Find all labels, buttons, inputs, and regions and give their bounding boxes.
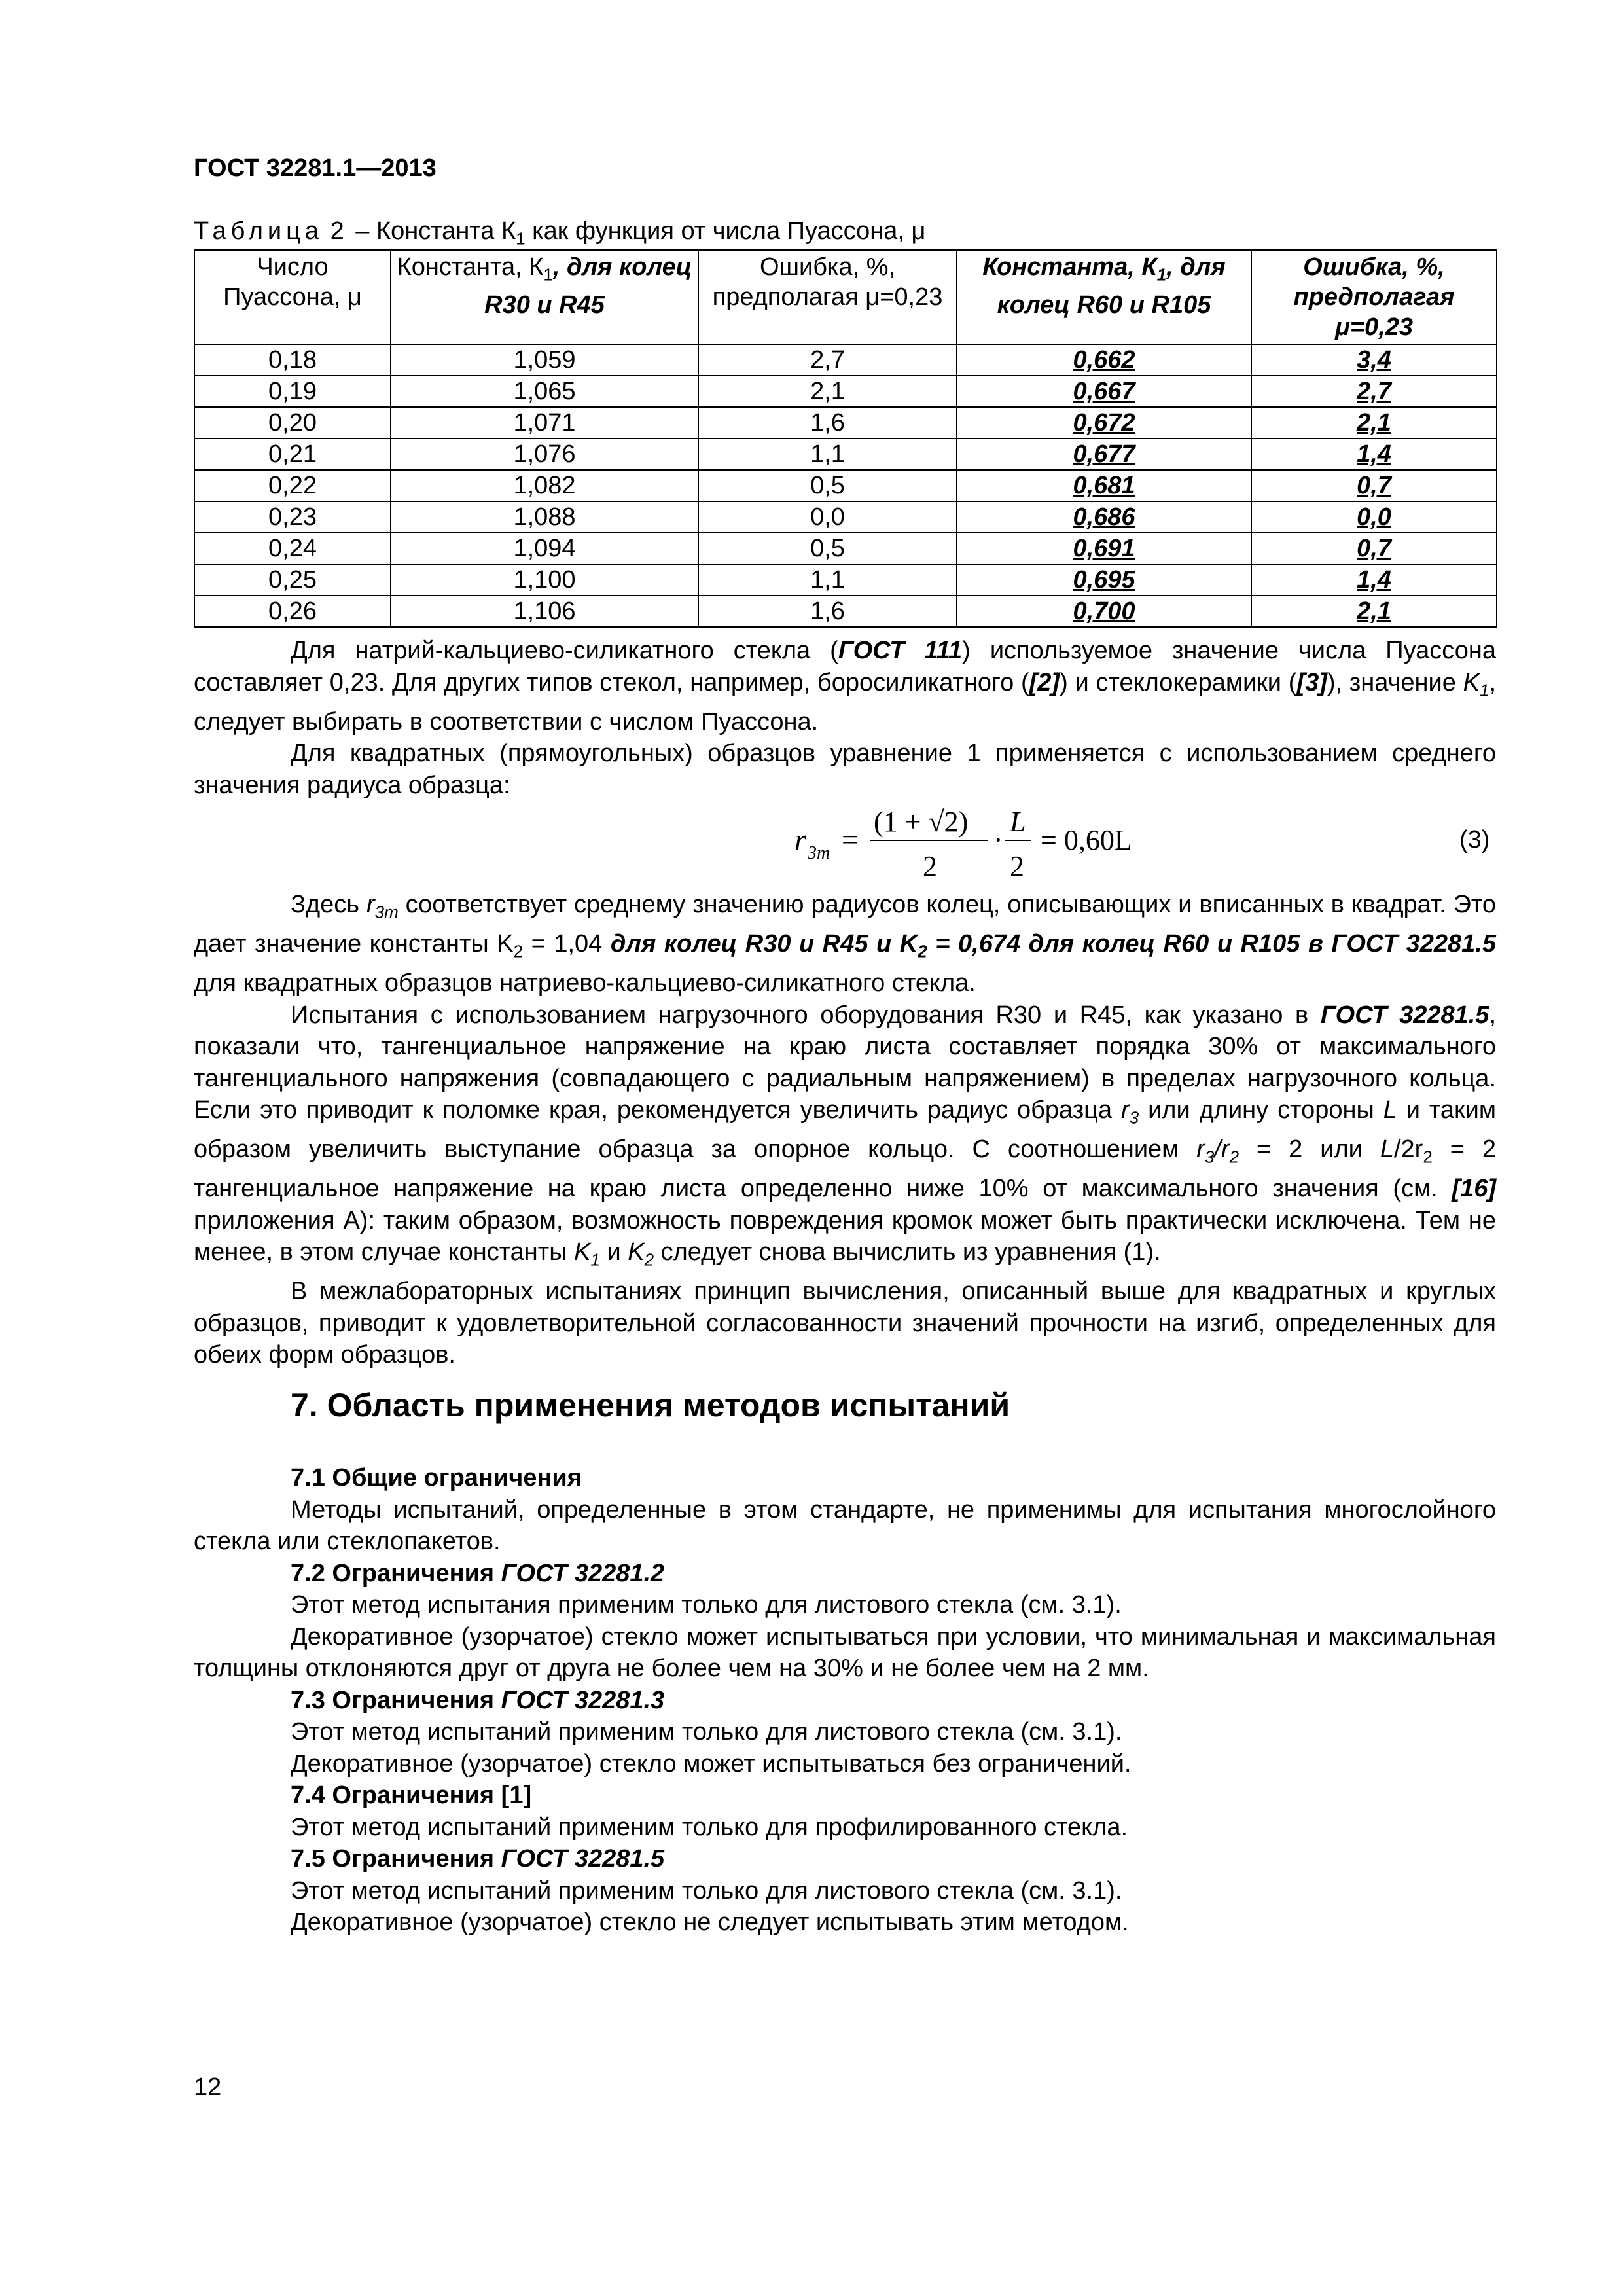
table-cell: 0,677 — [957, 439, 1251, 470]
table-row — [194, 376, 1497, 407]
table-cell: 0,22 — [194, 470, 391, 501]
subsection-7-4-title: 7.4 Ограничения [1] — [291, 1782, 532, 1809]
table-cell: 1,4 — [1251, 564, 1497, 596]
para4-r3-sub: 3 — [1129, 1107, 1139, 1128]
para4-text-h: и — [599, 1238, 628, 1266]
table-cell: 0,7 — [1251, 533, 1497, 564]
table-cell: 0,691 — [957, 533, 1251, 564]
table-cell: 1,076 — [391, 439, 698, 470]
table-cell: 0,26 — [194, 596, 391, 627]
table-cell: 0,23 — [194, 501, 391, 533]
header-poisson: Число Пуассона, μ — [194, 250, 391, 344]
para1-text-d: ), значение — [1327, 668, 1463, 696]
paragraph-interlab-tests: В межлабораторных испытаниях принцип вычисления, описанный выше для квадратных и круглых образцов, приводит к удовлетворительной согласованности значений прочности на изгиб, определенных для обеих форм образцов. — [194, 1278, 1496, 1369]
table-cell: 1,100 — [391, 564, 698, 596]
para4-ratio2-b: /2r — [1393, 1136, 1423, 1164]
table-row — [194, 439, 1497, 470]
para4-text-g: приложения А): таким образом, возможность повреждения кромок может быть практически исключена. Тем не менее, в этом случае константы — [194, 1206, 1496, 1266]
subsection-7-2-p2: Декоративное (узорчатое) стекло может испытываться при условии, что минимальная и максимальная толщины отклоняются друг от друга не более чем на 30% и не более чем на 2 мм. — [194, 1623, 1496, 1682]
table-cell: 0,25 — [194, 564, 391, 596]
table-cell: 2,1 — [1251, 596, 1497, 627]
table-caption-prefix: Таблица — [194, 217, 323, 245]
reference-16: [16] — [1452, 1175, 1496, 1203]
para4-text-c: или длину стороны — [1139, 1096, 1383, 1124]
table-row — [194, 470, 1497, 501]
table-cell: 3,4 — [1251, 344, 1497, 376]
para1-text-b: ) используемое значение числа Пуассона составляет 0,23. Для других типов стекол, например, боросиликатного ( — [194, 637, 1496, 696]
table-cell: 1,1 — [698, 564, 957, 596]
para1-text-e: , следует выбирать в соответствии с числом Пуассона. — [194, 668, 1497, 736]
table-cell: 2,7 — [1251, 376, 1497, 407]
para4-ratio1-b-sub: 2 — [1229, 1147, 1240, 1167]
table-caption-number: 2 — [330, 217, 349, 245]
table-cell: 0,686 — [957, 501, 1251, 533]
para4-ratio2-b-sub: 2 — [1423, 1147, 1433, 1167]
para4-k1-sub: 1 — [590, 1249, 600, 1270]
poisson-constant-table — [194, 249, 1497, 628]
header-k1-r60-r105 — [957, 250, 1251, 344]
formula-equals: = — [842, 823, 859, 856]
para1-text-c: ) и стеклокерамики ( — [1060, 668, 1297, 696]
table-cell: 0,20 — [194, 407, 391, 439]
table-cell: 0,5 — [698, 470, 957, 501]
paragraph-block-1 — [194, 635, 1496, 801]
para4-r3: r — [1121, 1096, 1130, 1124]
table-cell: 2,1 — [698, 376, 957, 407]
table-row — [194, 533, 1497, 564]
para3-text-b: соответствует среднему значению радиусов колец, описывающих и вписанных в квадрат. Это дает значение константы K — [194, 891, 1496, 958]
table-row — [194, 501, 1497, 533]
header-k1-r60-sub: 1 — [1156, 264, 1167, 285]
reference-gost-32281-5: ГОСТ 32281.5 — [1320, 1001, 1489, 1029]
table-cell: 2,1 — [1251, 407, 1497, 439]
para4-text-a: Испытания с использованием нагрузочного оборудования R30 и R45, как указано в — [291, 1001, 1321, 1029]
table-cell: 0,667 — [957, 376, 1251, 407]
table-row — [194, 407, 1497, 439]
s75-title-ref: ГОСТ 32281.5 — [501, 1845, 665, 1873]
para3-bold-1-sub: 2 — [918, 941, 927, 961]
table-cell: 1,071 — [391, 407, 698, 439]
table-caption-rest: как функция от числа Пуассона, μ — [525, 217, 926, 245]
table-cell: 0,672 — [957, 407, 1251, 439]
para4-k2: K — [628, 1238, 645, 1266]
table-cell: 1,1 — [698, 439, 957, 470]
paragraph-load-tests — [194, 999, 1496, 1276]
paragraph-poisson-value — [194, 635, 1496, 738]
section-7-title: 7. Область применения методов испытаний — [291, 1387, 1010, 1424]
para4-ratio1-b: /r — [1214, 1136, 1230, 1164]
header-error-1: Ошибка, %, предполагая μ=0,23 — [698, 250, 957, 344]
para4-k2-sub: 2 — [644, 1249, 654, 1270]
para1-text-a: Для натрий-кальциево-силикатного стекла ( — [291, 637, 838, 664]
header-k1-b: , для колец R30 и R45 — [484, 253, 692, 319]
para4-k1: K — [574, 1238, 591, 1266]
subsection-7-1-text: Методы испытаний, определенные в этом стандарте, не применимы для испытания многослойного стекла или стеклопакетов. — [194, 1496, 1496, 1555]
formula-lhs-sub: 3m — [808, 843, 830, 863]
subsection-7-2-p1: Этот метод испытания применим только для листового стекла (см. 3.1). — [291, 1591, 1122, 1619]
section-7-body — [194, 1462, 1496, 1939]
formula-rhs: = 0,60L — [1041, 824, 1132, 856]
para4-ratio2-a: L — [1380, 1136, 1394, 1164]
formula-svg — [785, 792, 1178, 890]
table-cell: 1,059 — [391, 344, 698, 376]
para4-ratio1-a: r — [1196, 1136, 1205, 1164]
table-cell: 1,094 — [391, 533, 698, 564]
table-cell: 0,0 — [698, 501, 957, 533]
subsection-7-1-title: 7.1 Общие ограничения — [291, 1464, 582, 1492]
table-cell: 1,6 — [698, 596, 957, 627]
formula-num1: (1 + √2) — [874, 806, 969, 838]
table-header-row — [194, 250, 1497, 344]
subsection-7-2-title — [194, 1558, 1496, 1590]
table-cell: 0,7 — [1251, 470, 1497, 501]
paragraph-r3m-definition — [194, 889, 1496, 999]
para4-text-f: = 2 тангенциальное напряжение на краю листа определенно ниже 10% от максимального значения (см. — [194, 1136, 1496, 1203]
table-cell: 1,106 — [391, 596, 698, 627]
table-caption — [194, 217, 925, 249]
table-cell: 0,0 — [1251, 501, 1497, 533]
para3-bold-1: для колец R30 и R45 и K — [610, 930, 918, 958]
table-row — [194, 564, 1497, 596]
page-number: 12 — [194, 2073, 222, 2101]
header-error-2: Ошибка, %, предполагая μ=0,23 — [1251, 250, 1497, 344]
table-cell: 1,4 — [1251, 439, 1497, 470]
subsection-7-5-p2: Декоративное (узорчатое) стекло не следует испытывать этим методом. — [291, 1909, 1129, 1936]
table-cell: 0,662 — [957, 344, 1251, 376]
para4-text-i: следует снова вычислить из уравнения (1). — [654, 1238, 1161, 1266]
table-caption-text: – Константа К — [348, 217, 516, 245]
table-cell: 1,088 — [391, 501, 698, 533]
reference-3: [3] — [1296, 668, 1327, 696]
table-cell: 2,7 — [698, 344, 957, 376]
table-cell: 0,681 — [957, 470, 1251, 501]
s73-title-text: 7.3 Ограничения — [291, 1686, 501, 1714]
table-cell: 1,6 — [698, 407, 957, 439]
subsection-7-3-p1: Этот метод испытаний применим только для листового стекла (см. 3.1). — [291, 1718, 1122, 1746]
formula-den1: 2 — [923, 850, 937, 882]
para1-k: K — [1463, 668, 1480, 696]
document-header: ГОСТ 32281.1—2013 — [194, 154, 437, 182]
table-cell: 1,082 — [391, 470, 698, 501]
header-k1-r60-a: Константа, К — [982, 253, 1157, 281]
formula-num2: L — [1010, 806, 1026, 838]
para4-text-b: , показали что, тангенциальное напряжение на краю листа составляет порядка 30% от максимального тангенциального напряжения (совпадающего с радиальным напряжением) в пределах нагрузочного кольца. Если это приводит к поломке края, рекомендуется увеличить радиус образца — [194, 1001, 1496, 1124]
s73-title-ref: ГОСТ 32281.3 — [501, 1686, 665, 1714]
para3-text-d: для квадратных образцов натриево-кальциево-силикатного стекла. — [194, 969, 976, 997]
para3-r: r — [366, 891, 375, 918]
reference-gost-111: ГОСТ 111 — [838, 637, 963, 664]
table-cell: 0,24 — [194, 533, 391, 564]
table-cell: 0,21 — [194, 439, 391, 470]
table-row — [194, 344, 1497, 376]
para3-bold-2: = 0,674 для колец R60 и R105 в ГОСТ 32281.5 — [927, 930, 1496, 958]
header-k1-r60-b: , для колец R60 и R105 — [997, 253, 1226, 319]
paragraph-square-specimens: Для квадратных (прямоугольных) образцов уравнение 1 применяется с использованием среднего значения радиуса образца: — [194, 740, 1496, 799]
table-caption-sub: 1 — [516, 228, 526, 249]
para4-ratio1-a-sub: 3 — [1204, 1147, 1215, 1167]
para1-k-sub: 1 — [1479, 680, 1489, 700]
s75-title-text: 7.5 Ограничения — [291, 1845, 501, 1873]
table-cell: 1,065 — [391, 376, 698, 407]
para3-text-a: Здесь — [291, 891, 366, 918]
subsection-7-5-title — [194, 1843, 1496, 1875]
s72-title-ref: ГОСТ 32281.2 — [501, 1559, 665, 1587]
para3-r-sub: 3m — [374, 902, 399, 922]
formula-lhs: r — [794, 823, 806, 856]
para4-text-d: и таким образом увеличить выступание образца за опорное кольцо. С соотношением — [194, 1096, 1497, 1164]
paragraph-block-2 — [194, 889, 1496, 1371]
formula-3 — [785, 792, 1178, 890]
subsection-7-3-p2: Декоративное (узорчатое) стекло может испытываться без ограничений. — [291, 1749, 1132, 1778]
subsection-7-3-title — [194, 1685, 1496, 1717]
reference-2: [2] — [1029, 668, 1060, 696]
table-cell: 0,19 — [194, 376, 391, 407]
table-cell: 0,695 — [957, 564, 1251, 596]
s72-title-text: 7.2 Ограничения — [291, 1559, 501, 1587]
table-cell: 0,5 — [698, 533, 957, 564]
formula-number: (3) — [1459, 826, 1490, 853]
subsection-7-5-p1: Этот метод испытаний применим только для листового стекла (см. 3.1). — [291, 1876, 1122, 1905]
table-cell: 0,18 — [194, 344, 391, 376]
para3-k2-sub: 2 — [513, 941, 524, 961]
table-row — [194, 596, 1497, 627]
para3-text-c: = 1,04 — [523, 930, 611, 958]
header-k1-r30-r45 — [391, 250, 698, 344]
header-k1-a: Константа, К — [397, 253, 544, 281]
table-cell: 0,700 — [957, 596, 1251, 627]
formula-dot: · — [993, 824, 1003, 856]
para4-text-e: = 2 или — [1239, 1136, 1380, 1164]
subsection-7-4-p1: Этот метод испытаний применим только для профилированного стекла. — [291, 1813, 1128, 1841]
formula-den2: 2 — [1010, 850, 1024, 882]
header-k1-sub: 1 — [543, 264, 553, 285]
para4-L: L — [1383, 1096, 1397, 1124]
